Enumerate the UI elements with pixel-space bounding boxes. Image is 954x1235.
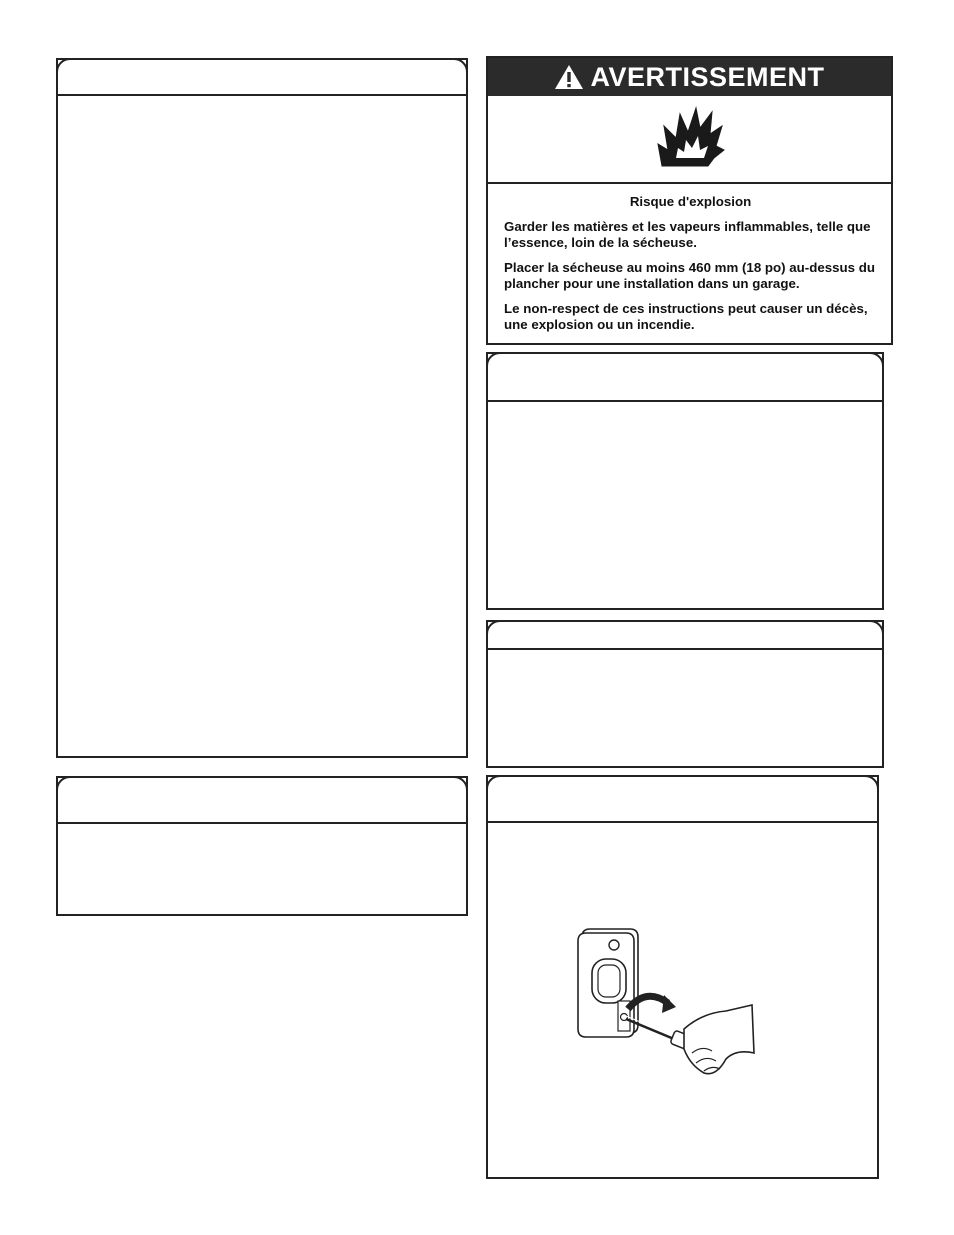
warning-panel [486, 56, 893, 345]
right-panel-3-tab [486, 775, 879, 823]
right-panel-2 [486, 620, 884, 768]
warning-icon-area [488, 96, 891, 184]
warning-line-2: Placer la sécheuse au moins 460 mm (18 po) au-dessus du plancher pour une installation dans un garage. [504, 259, 875, 291]
warning-line-1: Garder les matières et les vapeurs inflammables, telle que l’essence, loin de la sécheuse. [504, 218, 871, 250]
warning-line-3: Le non-respect de ces instructions peut causer un décès, une explosion ou un incendie. [504, 300, 868, 332]
right-panel-1 [486, 352, 884, 610]
right-panel-3 [486, 775, 879, 1179]
warning-body [504, 194, 877, 342]
explosion-icon [656, 104, 726, 168]
right-panel-2-tab [486, 620, 884, 650]
warning-triangle-icon [554, 64, 584, 90]
left-panel-large-tab [56, 58, 468, 96]
warning-title: AVERTISSEMENT [590, 61, 825, 92]
screwdriver-outlet-cover-illustration [576, 925, 766, 1085]
left-panel-large [56, 58, 468, 758]
right-panel-1-tab [486, 352, 884, 402]
warning-subtitle: Risque d'explosion [629, 194, 752, 209]
warning-header [488, 58, 891, 96]
left-panel-small [56, 776, 468, 916]
left-panel-small-tab [56, 776, 468, 824]
